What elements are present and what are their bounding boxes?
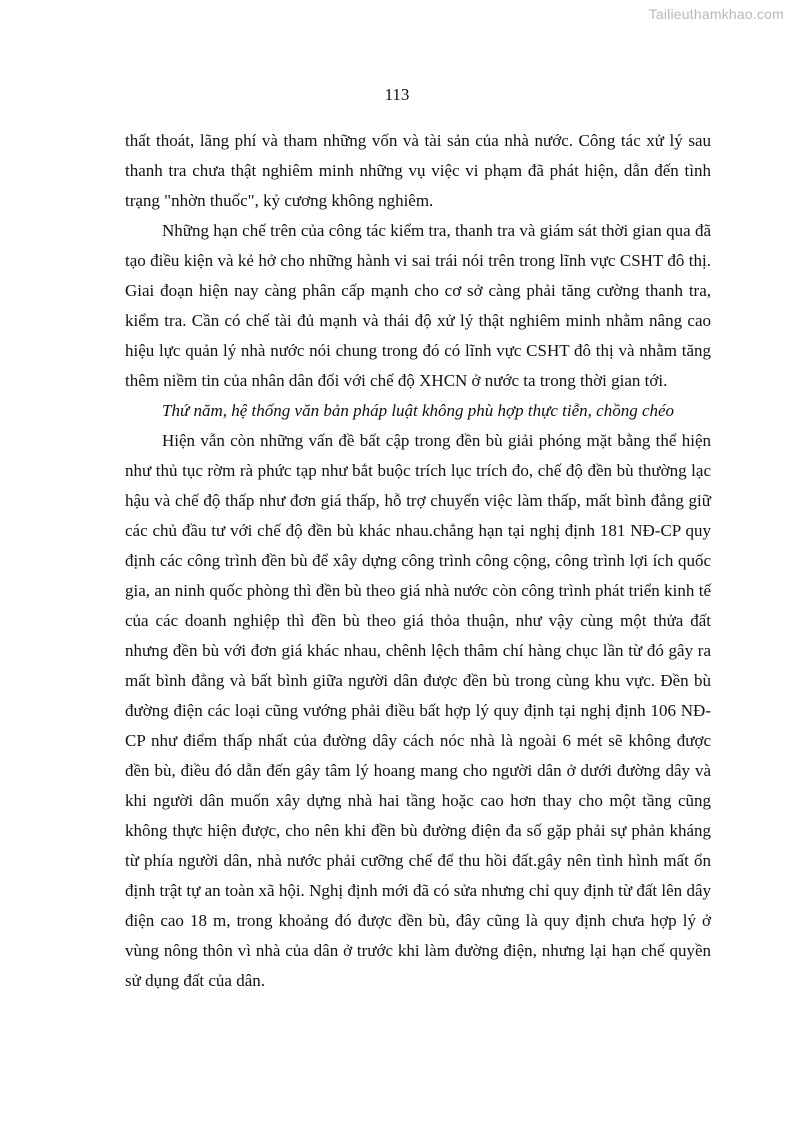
section-heading-thu-nam: Thứ năm, hệ thống văn bản pháp luật không phù hợp thực tiễn, chồng chéo [162, 401, 675, 420]
paragraph-3: Hiện vẫn còn những vấn đề bất cập trong đền bù giải phóng mặt bằng thể hiện như thủ tục rờm rà phức tạp như bắt buộc trích lục trích đo, chế độ đền bù thường lạc hậu và chế độ thấp như đơn giá thấp, hỗ trợ chuyển việc làm thấp, mất bình đẳng giữ các chủ đầu tư với chế độ đền bù khác nhau.chẳng hạn tại nghị định 181 NĐ-CP quy định các công trình đền bù để xây dựng công trình công cộng, công trình lợi ích quốc gia, an ninh quốc phòng thì đền bù theo giá nhà nước còn công trình phát triển kinh tế của các doanh nghiệp thì đền bù theo giá thỏa thuận, như vậy cùng một thửa đất nhưng đền bù với đơn giá khác nhau, chênh lệch thâm chí hàng chục lần từ đó gây ra mất bình đẳng và bất bình giữa người dân được đền bù trong cùng khu vực. Đền bù đường điện các loại cũng vướng phải điều bất hợp lý quy định tại nghị định 106 NĐ-CP như điểm thấp nhất của đường dây cách nóc nhà là ngoài 6 mét sẽ không được đền bù, điều đó dẫn đến gây tâm lý hoang mang cho người dân ở dưới đường dây và khi người dân muốn xây dựng nhà hai tầng hoặc cao hơn thay cho một tầng cũng không thực hiện được, cho nên khi đền bù đường điện đa số gặp phải sự phản kháng từ phía người dân, nhà nước phải cưỡng chế để thu hồi đất.gây nên tình hình mất ổn định trật tự an toàn xã hội. Nghị định mới đã có sửa nhưng chỉ quy định từ đất lên dây điện cao 18 m, trong khoảng đó được đền bù, đây cũng là quy định chưa hợp lý ở vùng nông thôn vì nhà của dân ở trước khi làm đường điện, nhưng lại hạn chế quyền sử dụng đất của dân. [125, 431, 711, 990]
paragraph-1: thất thoát, lãng phí và tham những vốn và tài sản của nhà nước. Công tác xử lý sau thanh tra chưa thật nghiêm minh những vụ việc vi phạm đã phát hiện, dẫn đến tình trạng "nhờn thuốc", kỷ cương không nghiêm. [125, 131, 711, 210]
watermark: Tailieuthamkhao.com [648, 6, 784, 22]
document-body [125, 126, 711, 996]
paragraph-2: Những hạn chế trên của công tác kiểm tra, thanh tra và giám sát thời gian qua đã tạo điều kiện và kẻ hở cho những hành vi sai trái nói trên trong lĩnh vực CSHT đô thị. Giai đoạn hiện nay càng phân cấp mạnh cho cơ sở càng phải tăng cường thanh tra, kiểm tra. Cần có chế tài đủ mạnh và thái độ xử lý thật nghiêm minh nhằm nâng cao hiệu lực quản lý nhà nước nói chung trong đó có lĩnh vực CSHT đô thị và nhằm tăng thêm niềm tin của nhân dân đối với chế độ XHCN ở nước ta trong thời gian tới. [125, 221, 711, 390]
page-number: 113 [384, 85, 410, 104]
